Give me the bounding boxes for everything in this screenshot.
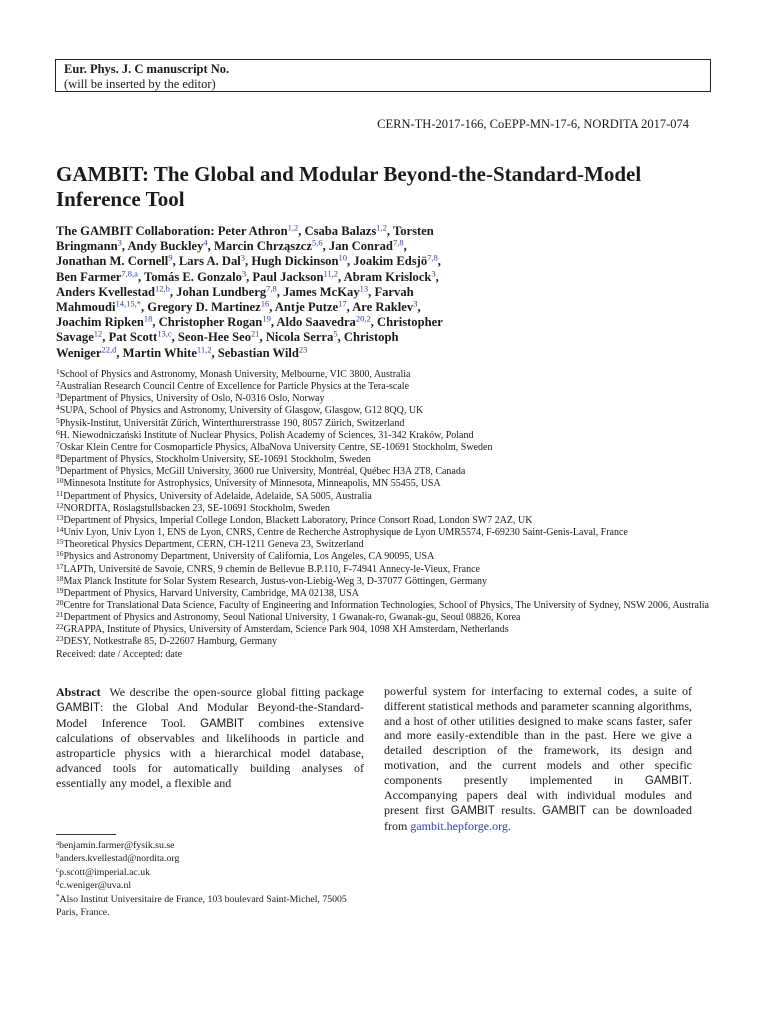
author-name: , xyxy=(435,269,439,284)
received-date: Received: date / Accepted: date xyxy=(56,648,183,660)
author-name: , Christoph xyxy=(337,330,399,345)
affiliation-number: 20 xyxy=(56,597,64,607)
affiliation-number: 1 xyxy=(56,367,60,376)
affiliation-text: Oskar Klein Centre for Cosmoparticle Physics, AlbaNova University Centre, SE-10691 Stockholm, Sweden xyxy=(59,441,493,453)
affiliation-text: Department of Physics and Astronomy, Seoul National University, 1 Gwanak-ro, Gwanak-gu, Seoul 08826, Korea xyxy=(63,612,521,624)
abstract-text: We describe the open-source global fitting package xyxy=(109,685,364,699)
author-affiliation-ref: 12,b xyxy=(155,283,170,294)
author-affiliation-ref: 1,2 xyxy=(376,222,387,233)
author-name: Mahmoudi xyxy=(56,300,116,315)
affiliation-item xyxy=(56,439,712,454)
affiliation-text: Centre for Translational Data Science, Faculty of Engineering and Information Technologies, School of Physics, The University of Sydney, NSW 2006, Australia xyxy=(63,599,709,611)
author-affiliation-ref: 3 xyxy=(117,237,122,248)
affiliation-item xyxy=(56,415,712,430)
footnote-item xyxy=(56,866,366,879)
author-affiliation-ref: 3 xyxy=(240,252,246,263)
author-name: , Csaba Balazs xyxy=(298,224,377,238)
affiliation-item xyxy=(56,427,712,442)
affiliation-item xyxy=(56,488,712,503)
affiliation-item xyxy=(56,393,712,405)
affiliation-item xyxy=(56,381,712,393)
affiliation-number: 15 xyxy=(56,537,64,547)
author-affiliation-ref: 3 xyxy=(431,268,436,279)
footnote-item xyxy=(56,879,366,892)
author-affiliation-ref: 11,2 xyxy=(323,268,339,279)
author-name: , Andy Buckley xyxy=(121,239,204,254)
author-list xyxy=(56,224,526,361)
affiliation-item xyxy=(56,551,712,563)
affiliation-number: 23 xyxy=(56,634,64,644)
affiliation-item xyxy=(56,527,712,539)
affiliation-text: LAPTh, Université de Savoie, CNRS, 9 chemin de Bellevue B.P.110, F-74941 Annecy-le-Vieux, France xyxy=(63,563,480,575)
author-name: Jonathan M. Cornell xyxy=(56,254,169,269)
author-name: , Jan Conrad xyxy=(322,239,393,254)
author-line xyxy=(56,330,526,345)
editor-note: (will be inserted by the editor) xyxy=(64,76,216,91)
affiliation-item xyxy=(56,585,712,600)
author-affiliation-ref: 14,15,* xyxy=(115,298,141,309)
affiliation-text: Theoretical Physics Department, CERN, CH-1211 Geneva 23, Switzerland xyxy=(63,539,364,551)
abstract-text: combines extensive calculations of observables and likelihoods in particle and astroparticle physics with a hierarchical model database, advanced tools for automatically building analyses of essentially any model, a flexible and xyxy=(56,715,365,790)
author-name: , Christopher xyxy=(370,315,443,330)
author-line xyxy=(56,346,526,361)
author-affiliation-ref: 7,8,a xyxy=(121,268,138,279)
affiliation-item xyxy=(56,636,712,648)
report-numbers: CERN-TH-2017-166, CoEPP-MN-17-6, NORDITA 2017-074 xyxy=(377,117,689,131)
author-name: , xyxy=(403,239,407,254)
abstract-text: powerful system for interfacing to external codes, a suite of different statistical methods and parameter scanning algorithms, and a host of other utilities designed to make scans faster, safer and more easily-extendible than in the past. Here we give a detailed description of the framework, its design and motivation, and the current models and other specific components presently implemented in xyxy=(384,684,692,787)
affiliation-item xyxy=(56,561,712,576)
author-line xyxy=(56,270,526,285)
affiliation-text: School of Physics and Astronomy, Monash University, Melbourne, VIC 3800, Australia xyxy=(59,369,411,380)
affiliation-text: Department of Physics, University of Oslo, N-0316 Oslo, Norway xyxy=(59,393,325,405)
affiliation-list xyxy=(56,369,712,661)
footnote-text: p.scott@imperial.ac.uk xyxy=(59,866,151,878)
author-affiliation-ref: 13,c xyxy=(157,328,172,339)
author-affiliation-ref: 21 xyxy=(251,328,260,339)
affiliation-text: Max Planck Institute for Solar System Research, Justus-von-Liebig-Weg 3, D-37077 Göttingen, Germany xyxy=(63,575,488,587)
footnote-text: anders.kvellestad@nordita.org xyxy=(59,853,180,865)
affiliation-item xyxy=(56,539,712,551)
footnote-mark: c xyxy=(56,865,60,874)
author-affiliation-ref: 7,8 xyxy=(427,252,438,263)
affiliation-text: Minnesota Institute for Astrophysics, University of Minnesota, Minneapolis, MN 55455, USA xyxy=(63,478,441,490)
affiliation-number: 21 xyxy=(56,610,64,620)
affiliation-text: Department of Physics, Imperial College London, Blackett Laboratory, Prince Consort Road, London SW7 2AZ, UK xyxy=(63,514,533,526)
author-name: , Farvah xyxy=(368,284,414,299)
affiliation-item xyxy=(56,466,712,478)
affiliation-item xyxy=(56,405,712,417)
author-name: , Nicola Serra xyxy=(259,330,334,345)
footnote-mark: b xyxy=(56,852,60,861)
footnote-item xyxy=(56,852,366,865)
affiliation-text: GRAPPA, Institute of Physics, University of Amsterdam, Science Park 904, 1098 XH Amsterdam, Netherlands xyxy=(63,624,509,636)
affiliation-number: 14 xyxy=(56,525,64,535)
footnote-mark: d xyxy=(56,879,60,888)
author-affiliation-ref: 13 xyxy=(359,283,369,294)
author-name: , Marcin Chrząszcz xyxy=(207,239,312,254)
abstract-text: : the Global And Modular Beyond-the-Standard-Model Inference Tool. xyxy=(56,699,364,730)
affiliation-number: 19 xyxy=(56,585,64,595)
affiliation-text: Physics and Astronomy Department, University of California, Los Angeles, CA 90095, USA xyxy=(63,551,435,563)
affiliation-item xyxy=(56,478,712,490)
author-affiliation-ref: 9 xyxy=(168,252,173,263)
author-name: , Torsten xyxy=(386,224,434,238)
affiliation-item xyxy=(56,500,712,515)
author-line xyxy=(56,315,526,330)
affiliation-item xyxy=(56,369,712,381)
author-name: , Joakim Edsjö xyxy=(347,254,428,269)
affiliation-number: 5 xyxy=(56,415,60,425)
abstract-text: results. xyxy=(494,803,543,817)
author-affiliation-ref: 7,8 xyxy=(392,237,404,248)
affiliation-text: Department of Physics, University of Adelaide, Adelaide, SA 5005, Australia xyxy=(63,490,372,502)
author-name: Anders Kvellestad xyxy=(56,284,155,299)
abstract-column-left xyxy=(56,685,364,790)
footnote-mark: a xyxy=(56,839,60,847)
author-name: , xyxy=(417,300,421,315)
author-name: , Christopher Rogan xyxy=(152,315,263,330)
affiliation-item xyxy=(56,512,712,527)
author-name: Weniger xyxy=(56,345,102,360)
affiliation-number: 13 xyxy=(56,512,64,522)
author-affiliation-ref: 5,6 xyxy=(311,237,323,248)
abstract-text: . xyxy=(507,818,511,833)
abstract-column-right xyxy=(384,684,692,834)
affiliation-number: 2 xyxy=(56,379,60,389)
author-affiliation-ref: 7,8 xyxy=(266,283,277,294)
footnote-text: benjamin.farmer@fysik.su.se xyxy=(59,840,175,851)
footnote-text: c.weniger@uva.nl xyxy=(59,880,132,892)
author-name: , xyxy=(437,254,441,269)
author-affiliation-ref: 5 xyxy=(333,328,338,339)
code-name: GAMBIT xyxy=(200,717,245,730)
author-name: , Sebastian Wild xyxy=(211,345,299,360)
author-name: Bringmann xyxy=(56,239,118,254)
author-affiliation-ref: 11,2 xyxy=(196,344,212,355)
author-name: , Pat Scott xyxy=(102,330,158,345)
author-affiliation-ref: 20,2 xyxy=(355,313,371,324)
author-affiliation-ref: 3 xyxy=(241,268,247,279)
author-name: , James McKay xyxy=(276,284,360,299)
author-affiliation-ref: 12 xyxy=(93,328,103,339)
author-affiliation-ref: 23 xyxy=(298,344,308,355)
affiliation-number: 10 xyxy=(56,476,64,486)
affiliation-text: Department of Physics, Harvard University, Cambridge, MA 02138, USA xyxy=(63,587,359,599)
affiliation-text: Department of Physics, McGill University, 3600 rue University, Montréal, Québec H3A 2T8, Canada xyxy=(59,466,466,478)
footnote-rule xyxy=(56,834,116,835)
affiliation-number: 22 xyxy=(56,622,64,632)
affiliation-number: 18 xyxy=(56,573,64,583)
author-line xyxy=(56,239,526,254)
author-name: Ben Farmer xyxy=(56,269,122,284)
author-name: Savage xyxy=(56,330,94,345)
affiliation-item xyxy=(56,597,712,612)
author-name: , Are Raklev xyxy=(346,300,414,315)
abstract-text: . Accompanying papers deal with individual modules and present first xyxy=(384,772,692,817)
affiliation-item xyxy=(56,573,712,588)
author-affiliation-ref: 18 xyxy=(143,313,153,324)
affiliation-item xyxy=(56,612,712,624)
author-name: , Paul Jackson xyxy=(246,269,324,284)
abstract-heading: Abstract xyxy=(56,685,101,699)
affiliation-number: 4 xyxy=(56,403,60,413)
affiliation-number: 16 xyxy=(56,549,64,559)
code-name: GAMBIT xyxy=(450,805,495,817)
affiliation-number: 17 xyxy=(56,561,64,571)
affiliation-text: DESY, Notkestraße 85, D-22607 Hamburg, Germany xyxy=(63,636,277,648)
footnote-mark: * xyxy=(56,892,60,901)
author-name: , Antje Putze xyxy=(269,300,339,315)
affiliation-text: Univ Lyon, Univ Lyon 1, ENS de Lyon, CNRS, Centre de Recherche Astrophysique de Lyon UMR5574, F-69230 Saint-Genis-Laval, France xyxy=(63,527,628,539)
footnote-item xyxy=(56,839,366,852)
code-name: GAMBIT xyxy=(542,805,587,817)
author-affiliation-ref: 4 xyxy=(203,237,208,248)
author-name: , Gregory D. Martinez xyxy=(140,300,261,315)
affiliation-number: 3 xyxy=(56,391,60,401)
journal-name: Eur. Phys. J. C manuscript No. xyxy=(64,62,230,76)
author-name: , Abram Krislock xyxy=(338,269,432,284)
paper-title: GAMBIT: The Global and Modular Beyond-the-Standard-Model Inference Tool xyxy=(56,162,642,211)
affiliation-text: H. Niewodniczański Institute of Nuclear Physics, Polish Academy of Sciences, 31-342 Kraków, Poland xyxy=(59,429,474,441)
download-link[interactable]: gambit.hepforge.org xyxy=(410,818,508,833)
author-name: , Martin White xyxy=(116,345,197,360)
affiliation-item xyxy=(56,624,712,636)
footnote-list xyxy=(56,839,366,919)
affiliation-item xyxy=(56,454,712,466)
abstract-text: can be downloaded from xyxy=(384,803,692,833)
author-name: , Seon-Hee Seo xyxy=(171,330,252,345)
code-name: GAMBIT xyxy=(644,774,689,787)
author-affiliation-ref: 10 xyxy=(338,252,347,263)
affiliation-number: 11 xyxy=(56,488,64,498)
author-name: , Aldo Saavedra xyxy=(270,315,356,330)
author-affiliation-ref: 1,2 xyxy=(287,222,299,233)
affiliation-number: 9 xyxy=(56,464,60,474)
author-affiliation-ref: 16 xyxy=(260,298,270,309)
author-affiliation-ref: 17 xyxy=(338,298,347,309)
affiliation-text: Department of Physics, Stockholm University, SE-10691 Stockholm, Sweden xyxy=(59,454,371,466)
affiliation-number: 8 xyxy=(56,452,60,462)
affiliation-text: SUPA, School of Physics and Astronomy, University of Glasgow, Glasgow, G12 8QQ, UK xyxy=(59,405,424,417)
author-name: , Hugh Dickinson xyxy=(245,254,339,269)
affiliation-text: Australian Research Council Centre of Excellence for Particle Physics at the Tera-scale xyxy=(59,381,410,393)
affiliation-text: Physik-Institut, Universität Zürich, Winterthurerstrasse 190, 8057 Zürich, Switzerland xyxy=(59,417,405,429)
affiliation-number: 7 xyxy=(56,439,60,449)
footnote-text: Also Institut Universitaire de France, 103 boulevard Saint-Michel, 75005 Paris, France. xyxy=(56,893,347,919)
author-name: The GAMBIT Collaboration: Peter Athron xyxy=(56,224,288,238)
affiliation-text: NORDITA, Roslagstullsbacken 23, SE-10691 Stockholm, Sweden xyxy=(63,502,330,514)
author-affiliation-ref: 22,d xyxy=(101,344,117,355)
journal-header-box xyxy=(55,59,711,92)
code-name: GAMBIT xyxy=(56,701,101,714)
author-name: , Lars A. Dal xyxy=(172,254,241,269)
affiliation-number: 6 xyxy=(56,427,60,437)
affiliation-number: 12 xyxy=(56,500,64,510)
author-line xyxy=(56,300,526,315)
author-affiliation-ref: 3 xyxy=(413,298,418,309)
author-affiliation-ref: 19 xyxy=(262,313,271,324)
footnote-item xyxy=(56,893,366,920)
author-name: , Johan Lundberg xyxy=(169,284,267,299)
author-name: Joachim Ripken xyxy=(56,315,144,330)
author-line xyxy=(56,224,526,239)
author-name: , Tomás E. Gonzalo xyxy=(137,269,242,284)
